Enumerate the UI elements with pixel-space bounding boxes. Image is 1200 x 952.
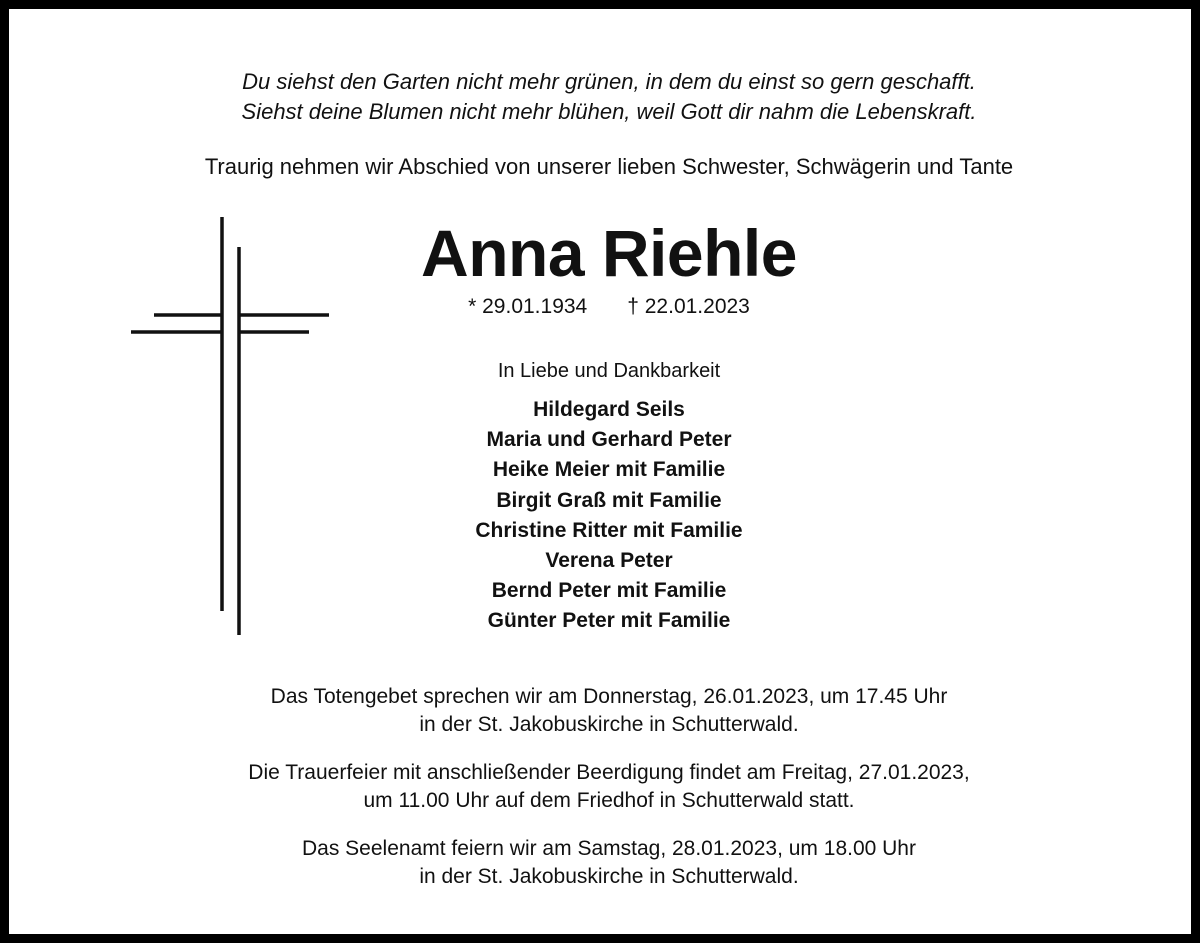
mourner-item: Hildegard Seils — [533, 398, 685, 421]
service-line: Das Totengebet sprechen wir am Donnerstag, 26.01.2023, um 17.45 Uhr — [270, 685, 948, 708]
mourners-list — [9, 395, 1200, 637]
service-line: Das Seelenamt feiern wir am Samstag, 28.01.2023, um 18.00 Uhr — [302, 837, 916, 860]
service-announcements — [9, 683, 1200, 911]
service-line: Die Trauerfeier mit anschließender Beerdigung findet am Freitag, 27.01.2023, — [248, 761, 970, 784]
service-requiem — [9, 835, 1200, 891]
verse-line-1: Du siehst den Garten nicht mehr grünen, in dem du einst so gern geschafft. — [242, 69, 976, 94]
mourner-item: Bernd Peter mit Familie — [491, 579, 727, 603]
mourner-item: Verena Peter — [545, 549, 673, 573]
death-date: † 22.01.2023 — [627, 295, 750, 318]
life-dates — [9, 293, 1200, 321]
mourner-item: Christine Ritter mit Familie — [475, 518, 743, 542]
mourner-item: Günter Peter mit Familie — [487, 609, 731, 633]
service-funeral — [9, 759, 1200, 815]
farewell-intro: Traurig nehmen wir Abschied von unserer lieben Schwester, Schwägerin und Tante — [204, 154, 1014, 179]
mourner-item: Maria und Gerhard Peter — [486, 428, 732, 452]
birth-date: * 29.01.1934 — [468, 295, 588, 318]
service-line: in der St. Jakobuskirche in Schutterwald. — [419, 713, 799, 736]
mourner-item: Heike Meier mit Familie — [492, 458, 726, 482]
deceased-name: Anna Riehle — [421, 216, 797, 290]
memorial-verse — [9, 67, 1200, 127]
mourner-item: Birgit Graß mit Familie — [496, 488, 722, 512]
service-prayer — [9, 683, 1200, 739]
dedication-line: In Liebe und Dankbarkeit — [497, 360, 721, 382]
verse-line-2: Siehst deine Blumen nicht mehr blühen, weil Gott dir nahm die Lebenskraft. — [241, 99, 977, 124]
service-line: um 11.00 Uhr auf dem Friedhof in Schutterwald statt. — [363, 789, 855, 812]
service-line: in der St. Jakobuskirche in Schutterwald. — [419, 865, 799, 888]
